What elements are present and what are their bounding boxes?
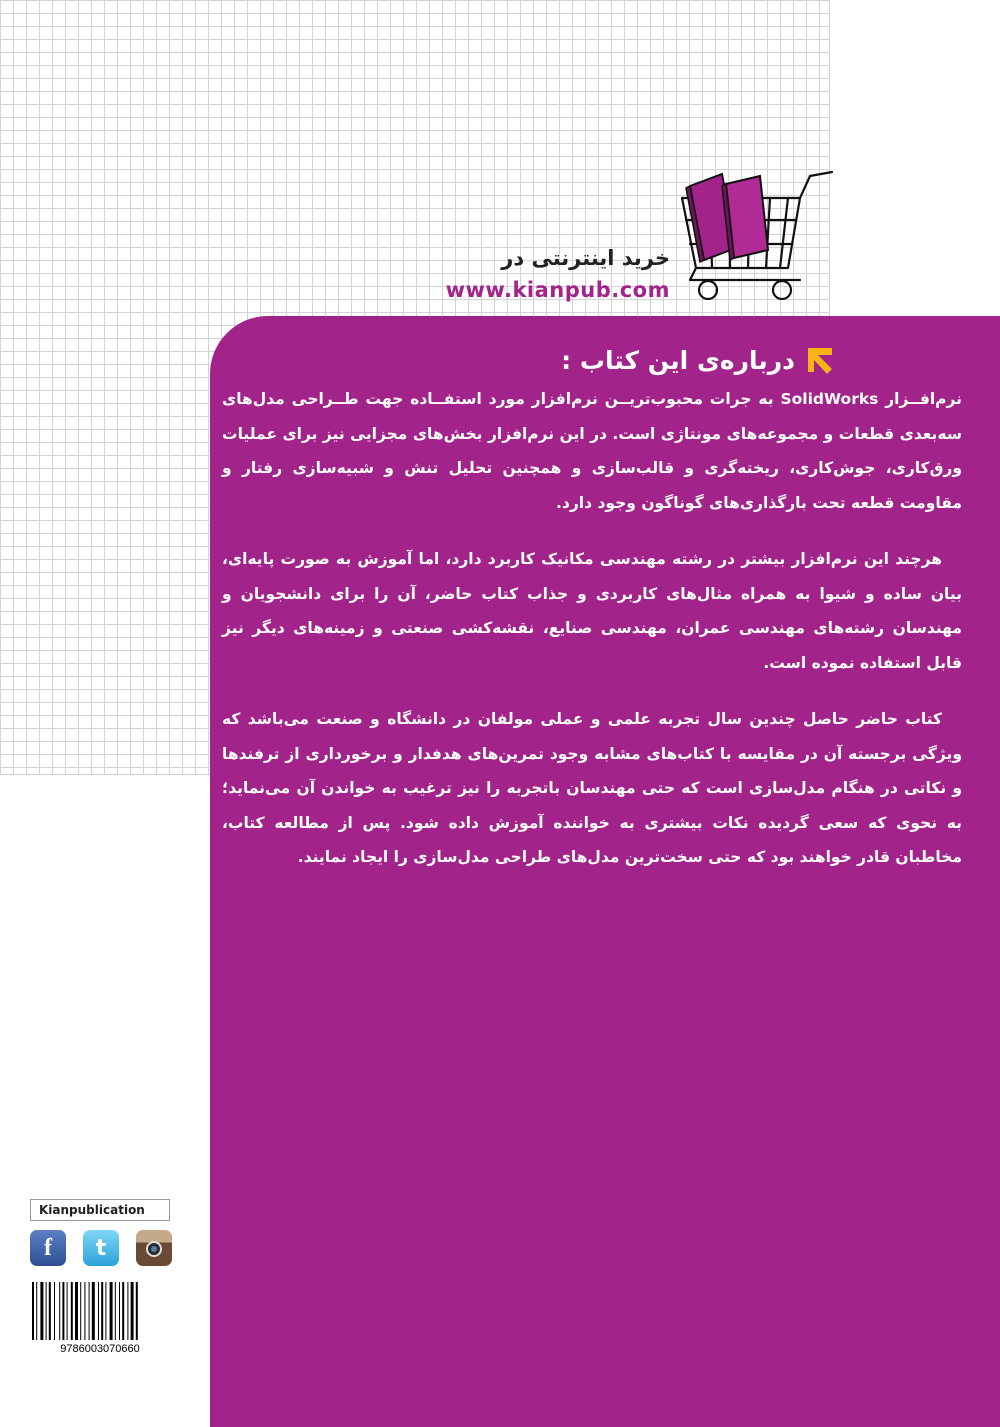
barcode-bar (80, 1282, 81, 1340)
barcode-number: 9786003070660 (60, 1343, 140, 1355)
barcode-bar (32, 1282, 34, 1340)
facebook-icon[interactable]: f (30, 1230, 66, 1266)
barcode-bar (49, 1282, 51, 1340)
social-icons (30, 1230, 172, 1266)
barcode-bar (54, 1282, 55, 1340)
arrow-corner-icon (805, 345, 835, 375)
about-heading-row (560, 338, 835, 382)
barcode-bar (115, 1282, 116, 1340)
shopping-cart-with-books-icon (660, 168, 838, 304)
barcode-bar (98, 1282, 99, 1340)
about-paragraph-1: نرم‌افــزار SolidWorks به جرات محبوب‌تریــن نرم‌افزار مورد استفــاده جهت طــراحی مدل‌های سه‌بعدی قطعات و مجموعه‌های مونتاژی است. در این نرم‌افزار بخش‌های مجزایی نیز برای عملیات ورق‌کاری، جوش‌کاری، ریخته‌گری و قالب‌سازی و همچنین تحلیل تنش و شبیه‌سازی رفتار و مقاومت قطعه تحت بارگذاری‌های گوناگون وجود دارد. (222, 390, 963, 512)
barcode-bar (62, 1282, 64, 1340)
barcode-bar (136, 1282, 138, 1340)
barcode-bar (92, 1282, 95, 1340)
social-handle: Kianpublication (30, 1199, 170, 1221)
barcode-bar (122, 1282, 124, 1340)
barcode-bar (46, 1282, 47, 1340)
twitter-icon[interactable]: t (83, 1230, 119, 1266)
instagram-icon[interactable] (136, 1230, 172, 1266)
barcode-bar (71, 1282, 73, 1340)
barcode-bar (67, 1282, 68, 1340)
about-paragraph-3: کتاب حاضر حاصل چندین سال تجربه علمی و عملی مولفان در دانشگاه و صنعت می‌باشد که ویژگی برجسته آن در مقایسه با کتاب‌های مشابه وجود تمرین‌های هدفدار و برخورداری از ترفندها و نکاتی در هنگام مدل‌سازی است که حتی مهندسان باتجربه را نیز ترغیب به خواندن آن می‌نماید؛ به نحوی که سعی گردیده نکات بیشتری به خواننده آموزش داده شود. پس از مطالعه کتاب، مخاطبان قادر خواهند بود که حتی سخت‌ترین مدل‌های طراحی مدل‌سازی را ایجاد نمایند. (222, 710, 962, 866)
barcode-bar (84, 1282, 85, 1340)
about-text (222, 382, 962, 897)
barcode-bar (36, 1282, 37, 1340)
about-paragraph-2: هرچند این نرم‌افزار بیشتر در رشته مهندسی مکانیک کاربرد دارد، اما آموزش به صورت پایه‌ای، بیان ساده و شیوا به همراه مثال‌های کاربردی و جذاب کتاب حاضر، آن را برای دانشجویان و مهندسان رشته‌های مهندسی عمران، مهندسی صنایع، نقشه‌کشی صنعتی و زمینه‌های دیگر نیز قابل استفاده نموده است. (222, 550, 962, 672)
camera-lens-icon (143, 1237, 165, 1259)
barcode-bar (105, 1282, 106, 1340)
online-shop-text: خرید اینترنتی در (501, 246, 670, 270)
isbn-barcode (30, 1280, 170, 1355)
barcode-bar (119, 1282, 120, 1340)
website-url[interactable]: www.kianpub.com (445, 278, 670, 302)
barcode-bar (40, 1282, 43, 1340)
barcode-bar (110, 1282, 113, 1340)
barcode-bar (127, 1282, 128, 1340)
barcode-bar (131, 1282, 134, 1340)
barcode-bar (89, 1282, 90, 1340)
barcode-bar (101, 1282, 103, 1340)
barcode-bar (75, 1282, 78, 1340)
about-heading: درباره‌ی این کتاب : (561, 345, 795, 375)
barcode-bar (59, 1282, 60, 1340)
